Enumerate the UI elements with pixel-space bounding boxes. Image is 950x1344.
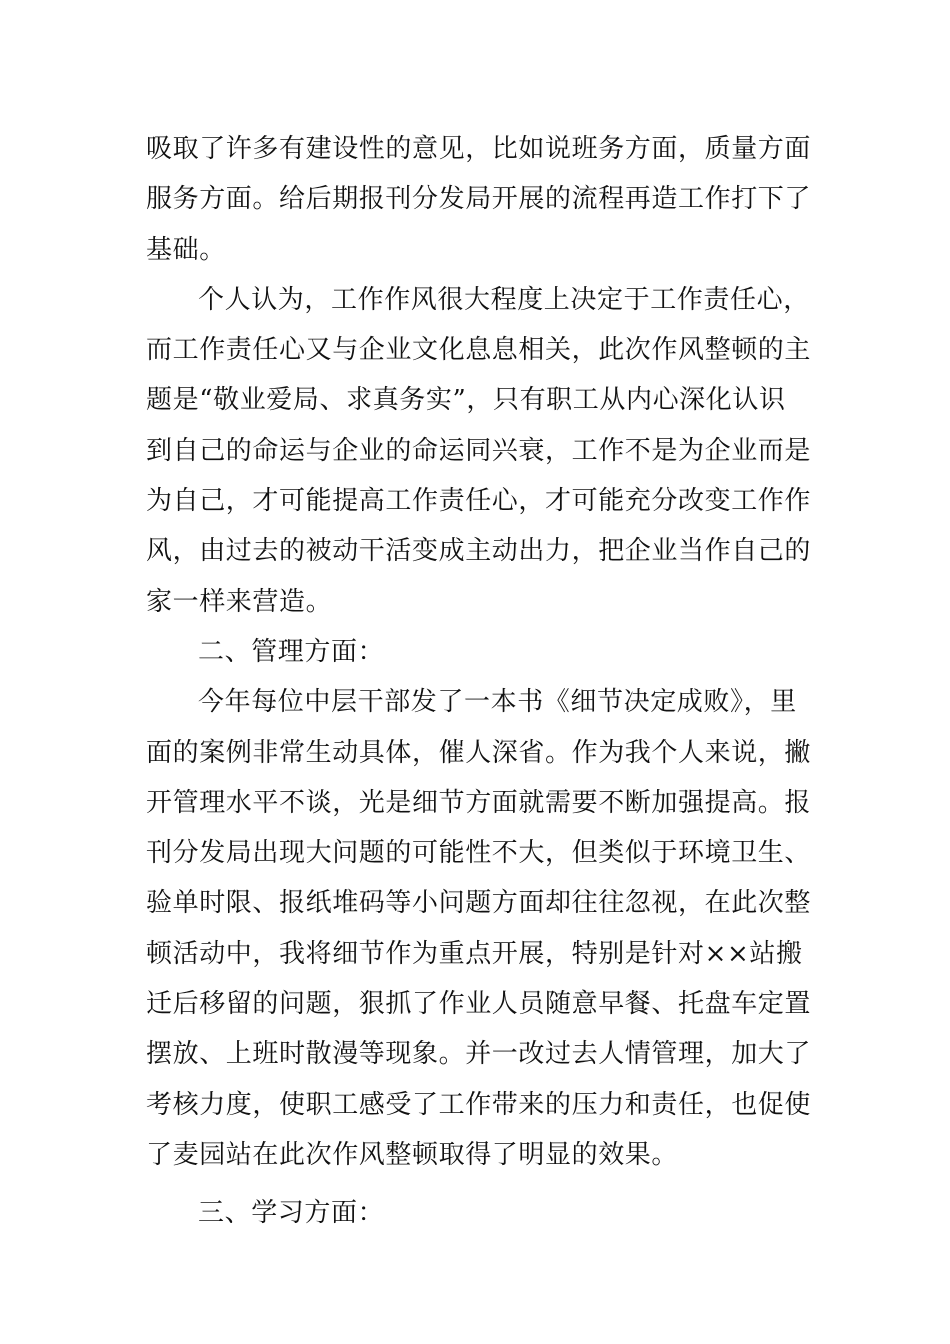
text-line: 为自己，才可能提高工作责任心，才可能充分改变工作作 <box>146 486 812 517</box>
section-heading-management: 二、管理方面： <box>198 636 385 667</box>
spacer <box>146 1180 810 1188</box>
text-line: 家一样来营造。 <box>146 586 333 617</box>
text-line: 面的案例非常生动具体，催人深省。作为我个人来说，撇 <box>146 737 812 768</box>
text-line: 到自己的命运与企业的命运同兴衰，工作不是为企业而是 <box>146 435 812 466</box>
text-line: 题是“敬业爱局、求真务实”，只有职工从内心深化认识 <box>146 385 786 416</box>
document-body <box>146 124 810 1239</box>
text-line: 了麦园站在此次作风整顿取得了明显的效果。 <box>146 1139 679 1170</box>
text-line: 刊分发局出现大问题的可能性不大，但类似于环境卫生、 <box>146 838 812 869</box>
text-line: 考核力度，使职工感受了工作带来的压力和责任，也促使 <box>146 1089 812 1120</box>
section-heading-learning: 三、学习方面： <box>198 1198 385 1229</box>
text-line: 服务方面。给后期报刊分发局开展的流程再造工作打下了 <box>146 184 812 215</box>
text-line: 而工作责任心又与企业文化息息相关，此次作风整顿的主 <box>146 335 812 366</box>
text-line: 开管理水平不谈，光是细节方面就需要不断加强提高。报 <box>146 787 812 818</box>
text-line: 吸取了许多有建设性的意见，比如说班务方面，质量方面 <box>146 134 812 164</box>
text-line: 风，由过去的被动干活变成主动出力，把企业当作自己的 <box>146 536 812 567</box>
text-line: 摆放、上班时散漫等现象。并一改过去人情管理，加大了 <box>146 1039 812 1070</box>
paragraph-start-line: 个人认为，工作作风很大程度上决定于工作责任心， <box>198 284 810 315</box>
paragraph-start-line: 今年每位中层干部发了一本书《细节决定成败》，里 <box>198 687 797 718</box>
text-line: 基础。 <box>146 234 226 265</box>
text-line: 验单时限、报纸堆码等小问题方面却往往忽视，在此次整 <box>146 888 812 919</box>
text-line: 迁后移留的问题，狠抓了作业人员随意早餐、托盘车定置 <box>146 989 812 1020</box>
text-line: 顿活动中，我将细节作为重点开展，特别是针对××站搬 <box>146 938 803 969</box>
